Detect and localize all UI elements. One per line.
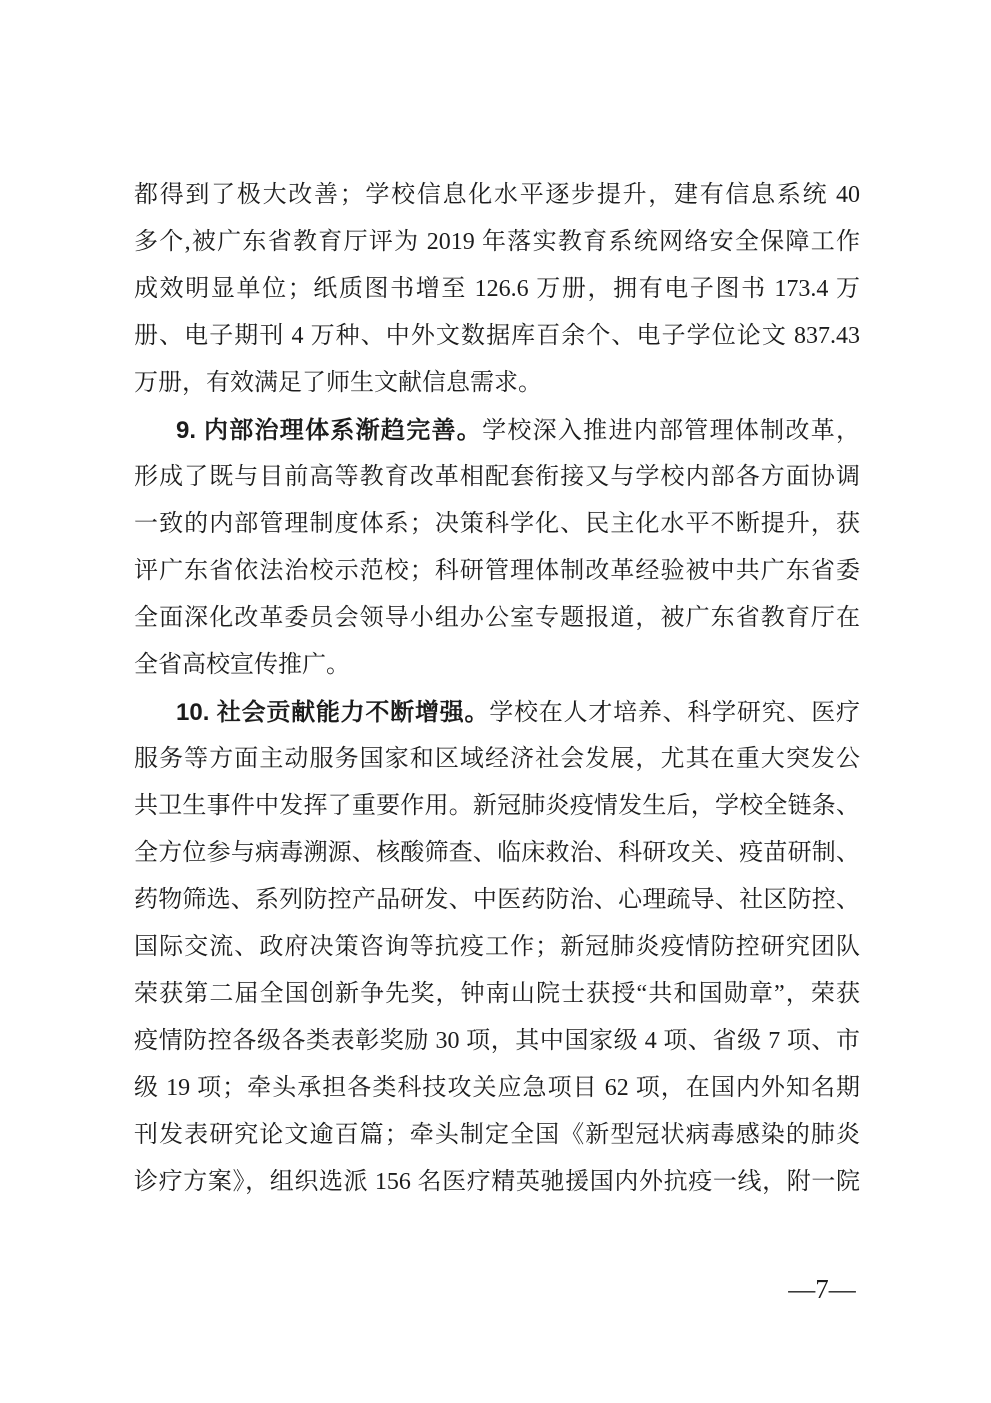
paragraph-body-text: 全方位参与病毒溯源、核酸筛查、临床救治、科研攻关、疫苗研制、 xyxy=(134,840,860,866)
text-line xyxy=(134,642,860,689)
page-number: —7— xyxy=(788,1274,856,1304)
paragraph-body-text: 万册，有效满足了师生文献信息需求。 xyxy=(134,370,542,396)
text-line xyxy=(134,595,860,642)
paragraph-body-text: 诊疗方案》，组织选派 156 名医疗精英驰援国内外抗疫一线，附一院 xyxy=(134,1169,860,1195)
paragraph-body-text: 形成了既与目前高等教育改革相配套衔接又与学校内部各方面协调 xyxy=(134,464,860,490)
document-content xyxy=(134,172,860,1206)
text-line xyxy=(134,219,860,266)
paragraph-body-text: 级 19 项；牵头承担各类科技攻关应急项目 62 项，在国内外知名期 xyxy=(134,1075,860,1101)
text-line xyxy=(134,407,860,454)
text-line xyxy=(134,736,860,783)
text-line xyxy=(134,360,860,407)
paragraph-body-text: 成效明显单位；纸质图书增至 126.6 万册，拥有电子图书 173.4 万 xyxy=(134,276,860,302)
text-line xyxy=(134,1159,860,1206)
text-line xyxy=(134,1112,860,1159)
text-line xyxy=(134,313,860,360)
text-line xyxy=(134,1018,860,1065)
paragraph-body-text: 全省高校宣传推广。 xyxy=(134,652,350,678)
paragraph-heading-text: 10. 社会贡献能力不断增强。 xyxy=(176,699,490,726)
paragraph-body-text: 评广东省依法治校示范校；科研管理体制改革经验被中共广东省委 xyxy=(134,558,860,584)
paragraph-heading-text: 9. 内部治理体系渐趋完善。 xyxy=(176,417,483,444)
paragraph-body-text: 荣获第二届全国创新争先奖，钟南山院士获授“共和国勋章”，荣获 xyxy=(134,981,860,1007)
text-line xyxy=(134,830,860,877)
paragraph-body-text: 全面深化改革委员会领导小组办公室专题报道，被广东省教育厅在 xyxy=(134,605,860,631)
text-line xyxy=(134,454,860,501)
paragraph-body-text: 学校深入推进内部管理体制改革， xyxy=(482,418,860,444)
paragraph-body-text: 一致的内部管理制度体系；决策科学化、民主化水平不断提升，获 xyxy=(134,511,860,537)
text-line xyxy=(134,501,860,548)
paragraph-body-text: 册、电子期刊 4 万种、中外文数据库百余个、电子学位论文 837.43 xyxy=(134,323,860,349)
paragraph-body-text: 疫情防控各级各类表彰奖励 30 项，其中国家级 4 项、省级 7 项、市 xyxy=(134,1028,860,1054)
text-line xyxy=(134,971,860,1018)
paragraph-body-text: 都得到了极大改善；学校信息化水平逐步提升，建有信息系统 40 xyxy=(134,182,860,208)
paragraph-body-text: 药物筛选、系列防控产品研发、中医药防治、心理疏导、社区防控、 xyxy=(134,887,860,913)
text-line xyxy=(134,172,860,219)
text-line xyxy=(134,689,860,736)
paragraph-body-text: 服务等方面主动服务国家和区域经济社会发展，尤其在重大突发公 xyxy=(134,746,860,772)
paragraph-body-text: 学校在人才培养、科学研究、医疗 xyxy=(489,700,861,726)
text-line xyxy=(134,877,860,924)
text-line xyxy=(134,1065,860,1112)
text-line xyxy=(134,924,860,971)
text-line xyxy=(134,548,860,595)
paragraph-body-text: 刊发表研究论文逾百篇；牵头制定全国《新型冠状病毒感染的肺炎 xyxy=(134,1122,860,1148)
paragraph-body-text: 共卫生事件中发挥了重要作用。新冠肺炎疫情发生后，学校全链条、 xyxy=(134,793,860,819)
text-line xyxy=(134,266,860,313)
page-footer xyxy=(742,1272,902,1306)
paragraph-body-text: 多个,被广东省教育厅评为 2019 年落实教育系统网络安全保障工作 xyxy=(134,229,860,255)
text-line xyxy=(134,783,860,830)
paragraph-body-text: 国际交流、政府决策咨询等抗疫工作；新冠肺炎疫情防控研究团队 xyxy=(134,934,860,960)
